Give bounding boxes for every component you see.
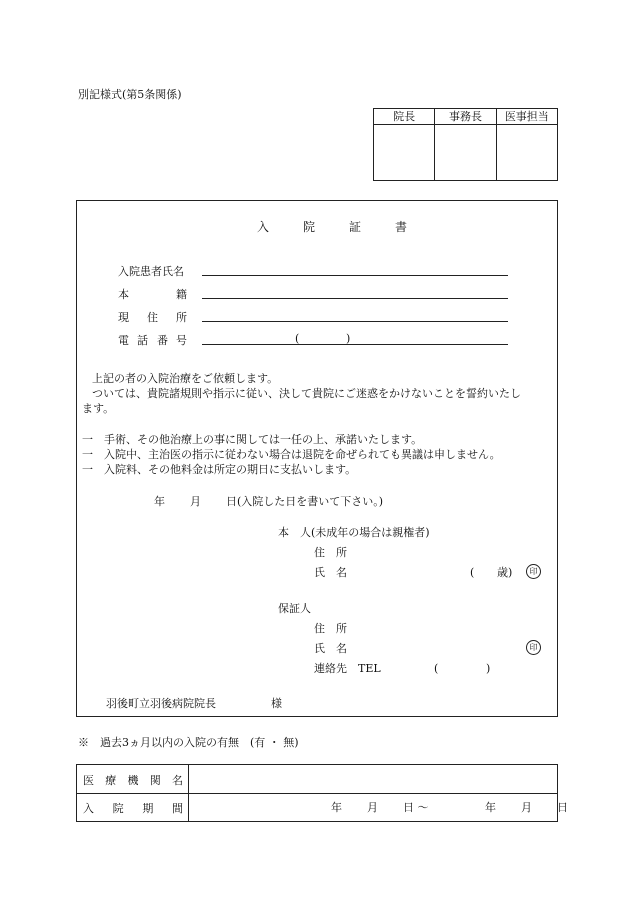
- patient-name-line[interactable]: [202, 275, 508, 276]
- label-char: 名: [172, 774, 183, 787]
- guarantor-seal-icon: [526, 640, 541, 655]
- period-day-to: 日: [557, 801, 568, 814]
- guarantor-address-label: 住 所: [314, 622, 347, 635]
- past-hospitalization-note: ※ 過去3ヵ月以内の入院の有無 (有 ・ 無): [78, 736, 299, 749]
- title-char: 書: [395, 220, 408, 234]
- phone-area-paren-open: (: [295, 332, 300, 345]
- addressee-honorific: 様: [271, 697, 282, 710]
- phone-char: 号: [176, 334, 187, 347]
- period-input-cell[interactable]: [189, 793, 568, 821]
- guarantor-name-label: 氏 名: [314, 642, 347, 655]
- date-year-label: 年: [154, 495, 165, 508]
- guarantor-heading: 保証人: [278, 602, 311, 615]
- patient-name-label: 入院患者氏名: [118, 265, 184, 278]
- principal-name-label: 氏 名: [314, 566, 347, 579]
- clause-item: 一 入院料、その他料金は所定の期日に支払いします。: [82, 463, 357, 476]
- clause-item: 一 入院中、主治医の指示に従わない場合は退院を命ぜられても異議は申しません。: [82, 448, 501, 461]
- approval-column-director: [374, 109, 435, 180]
- label-char: 機: [127, 774, 139, 787]
- principal-seal-icon: [526, 564, 541, 579]
- approval-header: 院長: [374, 109, 434, 125]
- pledge-text-line2: ます。: [82, 402, 115, 415]
- request-text: 上記の者の入院治療をご依頼します。: [92, 372, 279, 385]
- seal-mark-text: 印: [526, 640, 541, 655]
- approval-stamp-cell: [497, 125, 557, 180]
- address-char: 現: [118, 311, 129, 324]
- title-char: 証: [349, 220, 362, 234]
- address-char: 住: [147, 311, 158, 324]
- table-row-institution: [77, 765, 557, 794]
- phone-area-paren-close: ): [346, 332, 351, 345]
- approval-column-office-manager: [435, 109, 496, 180]
- hospitalization-history-table: [76, 764, 568, 822]
- guarantor-tel-close: ): [486, 662, 491, 675]
- institution-input-cell[interactable]: [189, 765, 557, 793]
- phone-char: 話: [137, 334, 148, 347]
- period-label: [83, 800, 183, 816]
- period-year-to: 年: [485, 801, 496, 814]
- phone-char: 電: [118, 334, 129, 347]
- guarantor-tel-open: (: [434, 662, 439, 675]
- approval-header: 医事担当: [497, 109, 557, 125]
- label-char: 療: [105, 774, 117, 787]
- period-month-from: 月: [367, 801, 378, 814]
- institution-label: [83, 772, 183, 788]
- clause-item: 一 手術、その他治療上の事に関しては一任の上、承諾いたします。: [82, 433, 423, 446]
- form-identifier: 別記様式(第5条関係): [78, 88, 182, 101]
- label-char: 院: [112, 802, 124, 815]
- period-day-from: 日 〜: [403, 801, 429, 814]
- label-char: 入: [83, 802, 94, 815]
- address-line[interactable]: [202, 321, 508, 322]
- domicile-char: 本: [118, 288, 129, 301]
- label-char: 医: [83, 774, 94, 787]
- pledge-text-line1: ついては、貴院諸規則や指示に従い、決して貴院にご迷惑をかけないことを誓約いたし: [92, 387, 521, 400]
- period-year-from: 年: [331, 801, 342, 814]
- period-month-to: 月: [521, 801, 532, 814]
- principal-age-close: 歳): [497, 566, 513, 579]
- title-char: 院: [303, 220, 316, 234]
- date-day-note: 日(入院した日を書いて下さい。): [226, 495, 384, 508]
- approval-header: 事務長: [435, 109, 495, 125]
- certificate-title: [257, 218, 407, 235]
- table-column-divider: [188, 765, 189, 821]
- principal-heading: 本 人(未成年の場合は親権者): [278, 526, 430, 539]
- table-row-period: [77, 793, 568, 821]
- address-char: 所: [176, 311, 187, 324]
- label-char: 関: [149, 774, 161, 787]
- approval-stamp-cell: [435, 125, 495, 180]
- approval-column-medical-affairs: [497, 109, 557, 180]
- phone-char: 番: [157, 334, 168, 347]
- domicile-line[interactable]: [202, 298, 508, 299]
- phone-line[interactable]: [202, 344, 508, 345]
- guarantor-contact-label: 連絡先 TEL: [314, 662, 381, 675]
- date-month-label: 月: [190, 495, 201, 508]
- approval-stamp-table: [373, 108, 558, 181]
- principal-address-label: 住 所: [314, 546, 347, 559]
- label-char: 間: [171, 802, 183, 815]
- title-char: 入: [257, 220, 270, 234]
- label-char: 期: [142, 802, 154, 815]
- approval-stamp-cell: [374, 125, 434, 180]
- principal-age-open: (: [470, 566, 475, 579]
- seal-mark-text: 印: [526, 564, 541, 579]
- addressee-text: 羽後町立羽後病院院長: [106, 697, 216, 710]
- domicile-char: 籍: [176, 288, 187, 301]
